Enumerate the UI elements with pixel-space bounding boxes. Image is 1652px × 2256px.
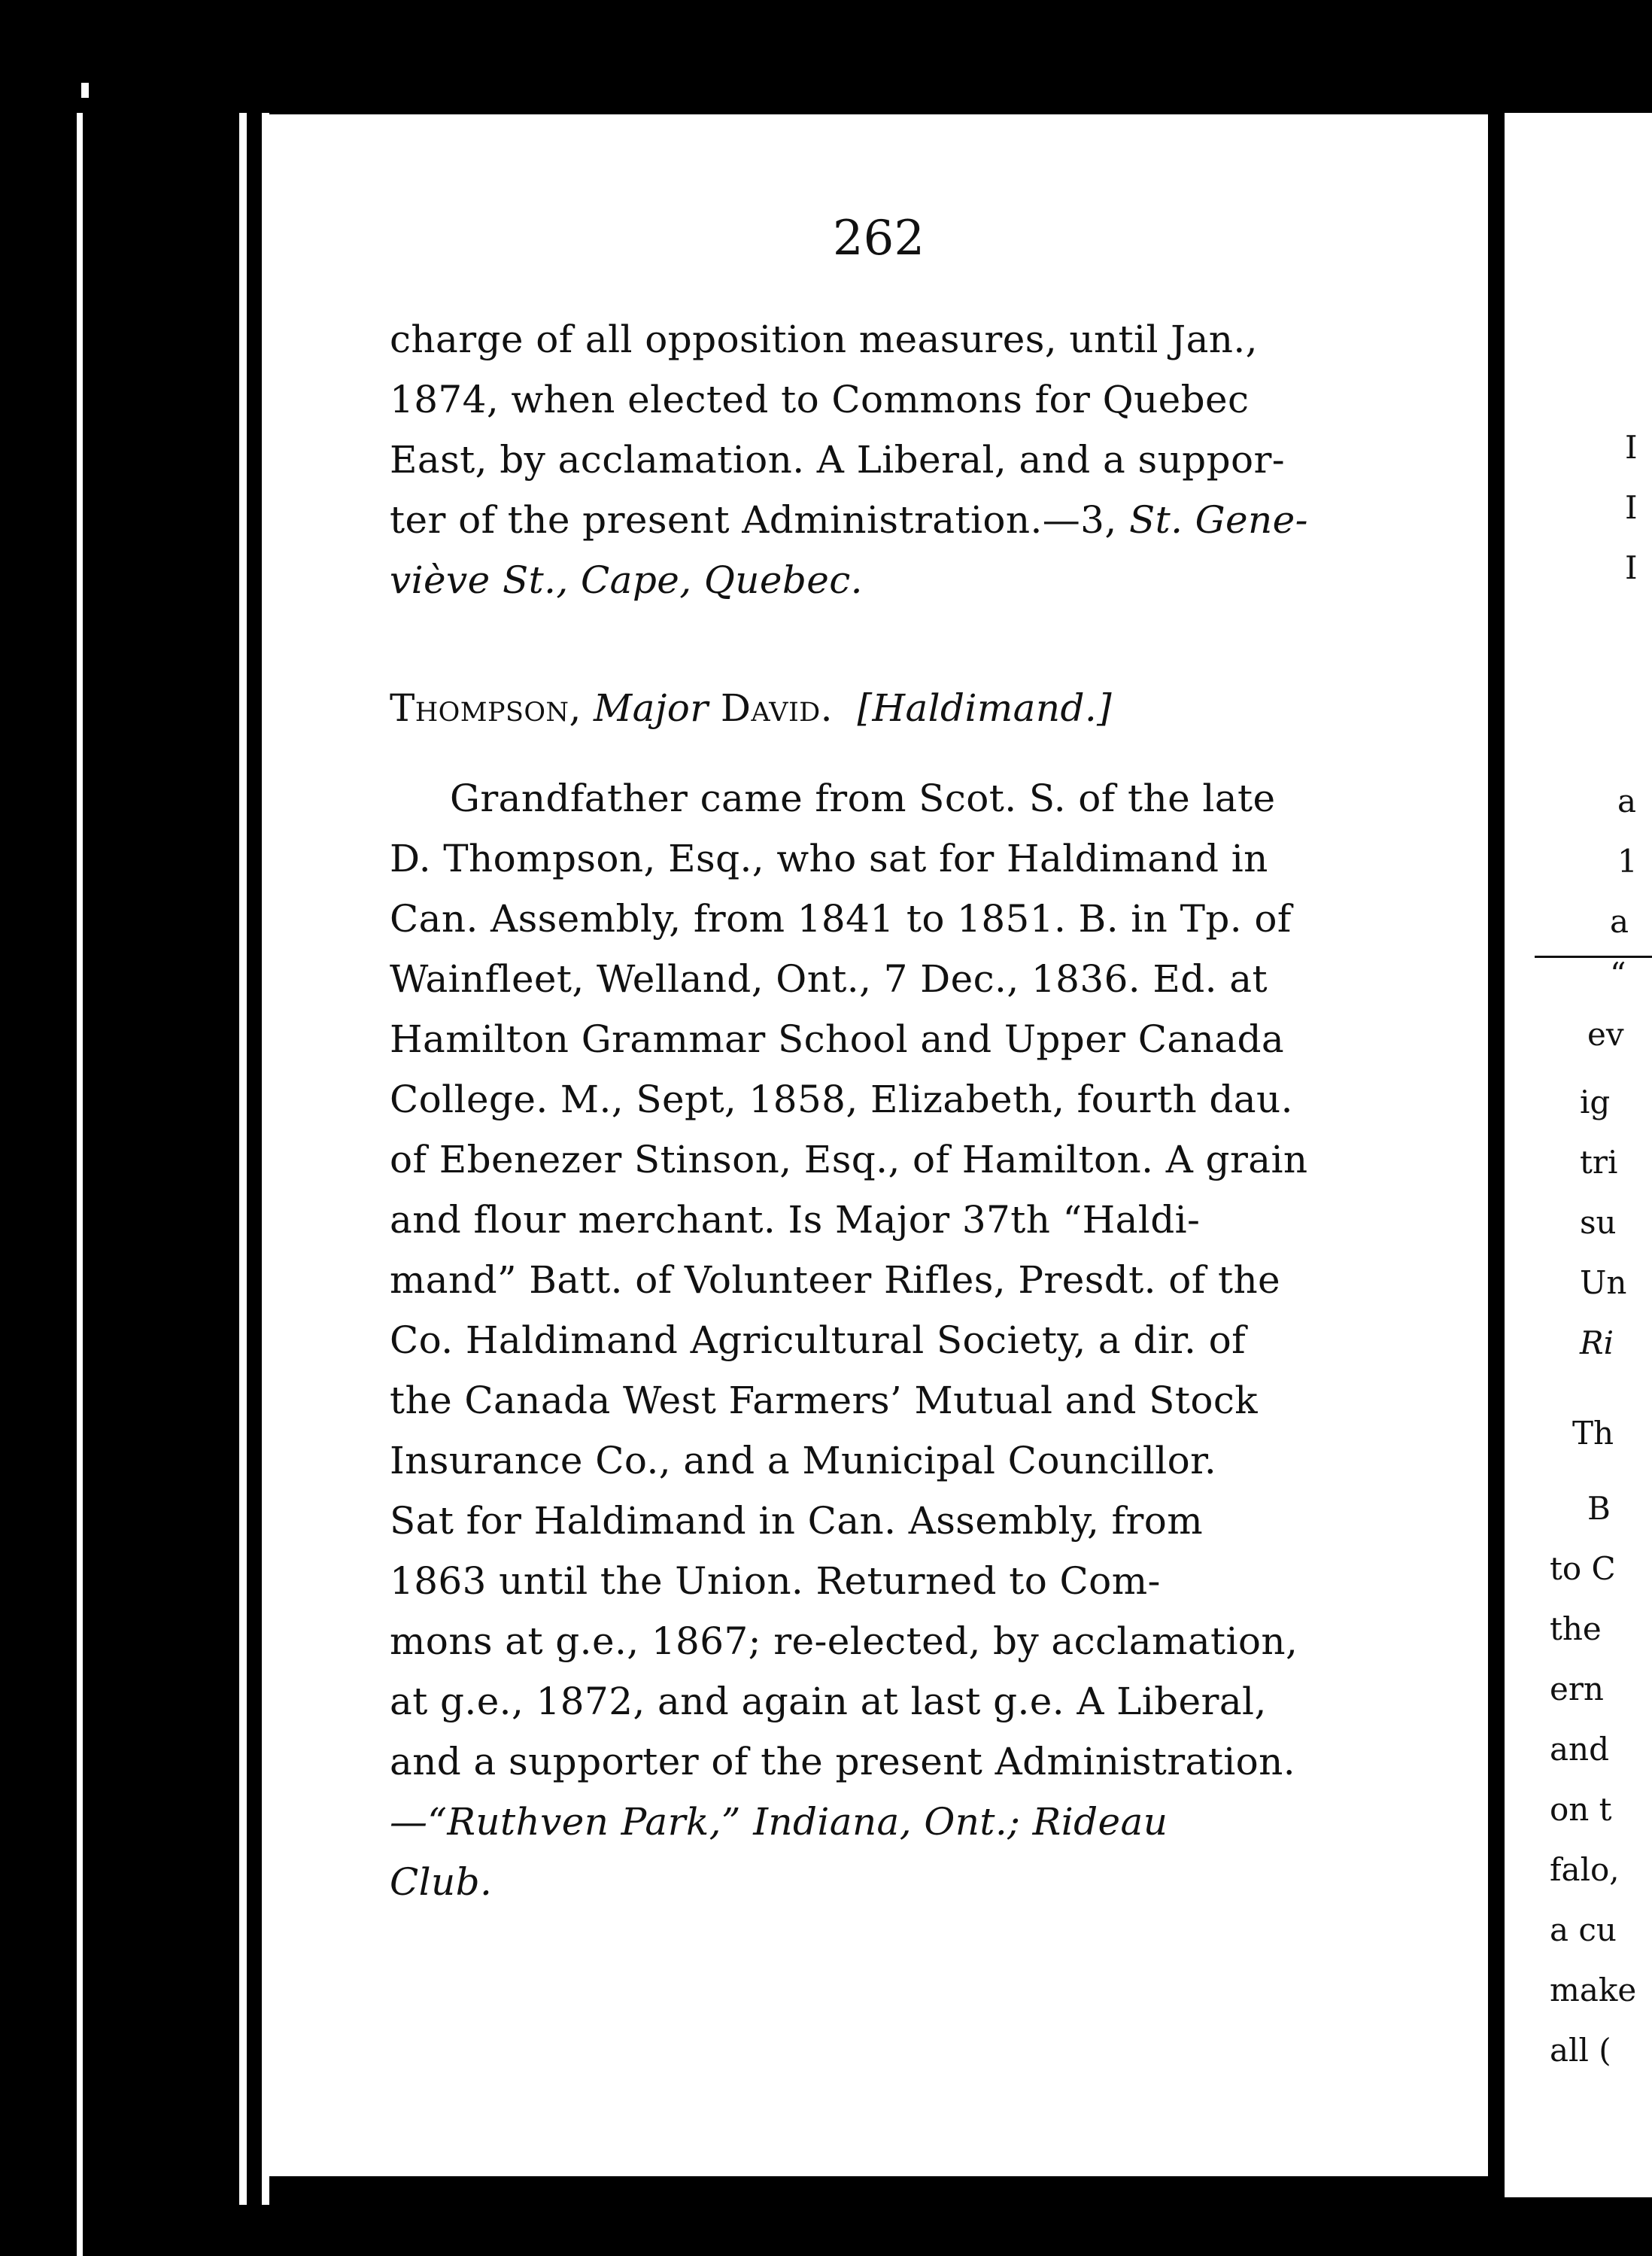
paragraph-2-line: Sat for Haldimand in Can. Assembly, from: [390, 1499, 1204, 1543]
adjacent-fragment: ern: [1550, 1671, 1604, 1707]
entry-rank: Major: [594, 686, 709, 730]
adjacent-fragment: ev: [1587, 1016, 1624, 1053]
paragraph-1-line: [390, 498, 1308, 542]
scan-edge-mark: [81, 83, 89, 98]
paragraph-2-line: Grandfather came from Scot. S. of the late: [450, 777, 1276, 820]
paragraph-2-line: the Canada West Farmers’ Mutual and Stock: [390, 1379, 1258, 1422]
scan-left-border: [77, 113, 83, 2256]
adjacent-fragment: Ri: [1580, 1324, 1614, 1361]
entry-heading: [390, 686, 1112, 730]
paragraph-2-line: 1863 until the Union. Returned to Com-: [390, 1559, 1161, 1603]
paragraph-2-line: Can. Assembly, from 1841 to 1851. B. in Tp. of: [390, 897, 1292, 941]
paragraph-2-line: at g.e., 1872, and again at last g.e. A Liberal,: [390, 1680, 1267, 1723]
adjacent-fragment: I: [1625, 429, 1638, 466]
paragraph-1-line: charge of all opposition measures, until Jan.,: [390, 318, 1258, 361]
paragraph-2-line: mons at g.e., 1867; re-elected, by acclamation,: [390, 1619, 1298, 1663]
paragraph-1-line: 1874, when elected to Commons for Quebec: [390, 378, 1250, 421]
paragraph-2-line: and a supporter of the present Administration.: [390, 1740, 1296, 1783]
book-page: [269, 114, 1488, 2176]
adjacent-fragment: ig: [1580, 1084, 1611, 1120]
adjacent-fragment: a: [1617, 783, 1637, 819]
paragraph-2-line: [390, 1800, 1168, 1844]
adjacent-fragment: 1: [1617, 843, 1638, 880]
adjacent-fragment: on t: [1550, 1791, 1612, 1828]
paragraph-2-line: Wainfleet, Welland, Ont., 7 Dec., 1836. Ed. at: [390, 957, 1268, 1001]
entry-given-name: David.: [720, 686, 833, 730]
adjacent-fragment: su: [1580, 1204, 1617, 1241]
paragraph-2-line: and flour merchant. Is Major 37th “Haldi-: [390, 1198, 1201, 1242]
adjacent-fragment: the: [1550, 1610, 1602, 1647]
adjacent-fragment: to C: [1550, 1550, 1616, 1587]
residence-text: —“Ruthven Park,” Indiana, Ont.; Rideau: [390, 1800, 1168, 1844]
adjacent-fragment: falo,: [1550, 1851, 1620, 1888]
paragraph-2-line: College. M., Sept, 1858, Elizabeth, fourth dau.: [390, 1078, 1293, 1121]
paragraph-2-line: of Ebenezer Stinson, Esq., of Hamilton. A grain: [390, 1138, 1308, 1181]
club-text: Club.: [390, 1860, 493, 1904]
paragraph-2-line: Co. Haldimand Agricultural Society, a dir. of: [390, 1318, 1247, 1362]
adjacent-fragment: all (: [1550, 2032, 1611, 2069]
paragraph-2-line: D. Thompson, Esq., who sat for Haldimand in: [390, 837, 1268, 880]
paragraph-2-line: Insurance Co., and a Municipal Councillor.: [390, 1439, 1217, 1482]
adjacent-fragment: B: [1587, 1490, 1611, 1527]
paragraph-2-line: mand” Batt. of Volunteer Rifles, Presdt. of the: [390, 1258, 1281, 1302]
page-binding: [239, 113, 269, 2205]
address-text: viève St., Cape, Quebec.: [390, 558, 863, 602]
adjacent-fragment: make: [1550, 1972, 1637, 2008]
adjacent-fragment: and: [1550, 1731, 1609, 1768]
entry-surname: Thompson,: [390, 686, 582, 730]
adjacent-page-fragment: [1505, 113, 1652, 2197]
page-number: 262: [832, 211, 925, 266]
paragraph-1-italic: St. Gene-: [1128, 498, 1308, 542]
adjacent-fragment: “: [1610, 956, 1626, 993]
adjacent-fragment: a cu: [1550, 1911, 1617, 1948]
paragraph-2-line: [390, 1860, 492, 1904]
adjacent-page-rule: [1535, 956, 1652, 958]
adjacent-fragment: a: [1610, 903, 1629, 940]
entry-constituency: [Haldimand.]: [857, 686, 1113, 730]
adjacent-fragment: tri: [1580, 1144, 1618, 1181]
adjacent-fragment: I: [1625, 549, 1638, 586]
paragraph-1-line: [390, 558, 863, 602]
paragraph-1-text: ter of the present Administration.—3,: [390, 498, 1117, 542]
adjacent-fragment: Un: [1580, 1264, 1627, 1301]
adjacent-fragment: Th: [1572, 1415, 1614, 1452]
paragraph-2-line: Hamilton Grammar School and Upper Canada: [390, 1017, 1285, 1061]
adjacent-fragment: I: [1625, 489, 1638, 526]
paragraph-1-line: East, by acclamation. A Liberal, and a suppor-: [390, 438, 1286, 482]
